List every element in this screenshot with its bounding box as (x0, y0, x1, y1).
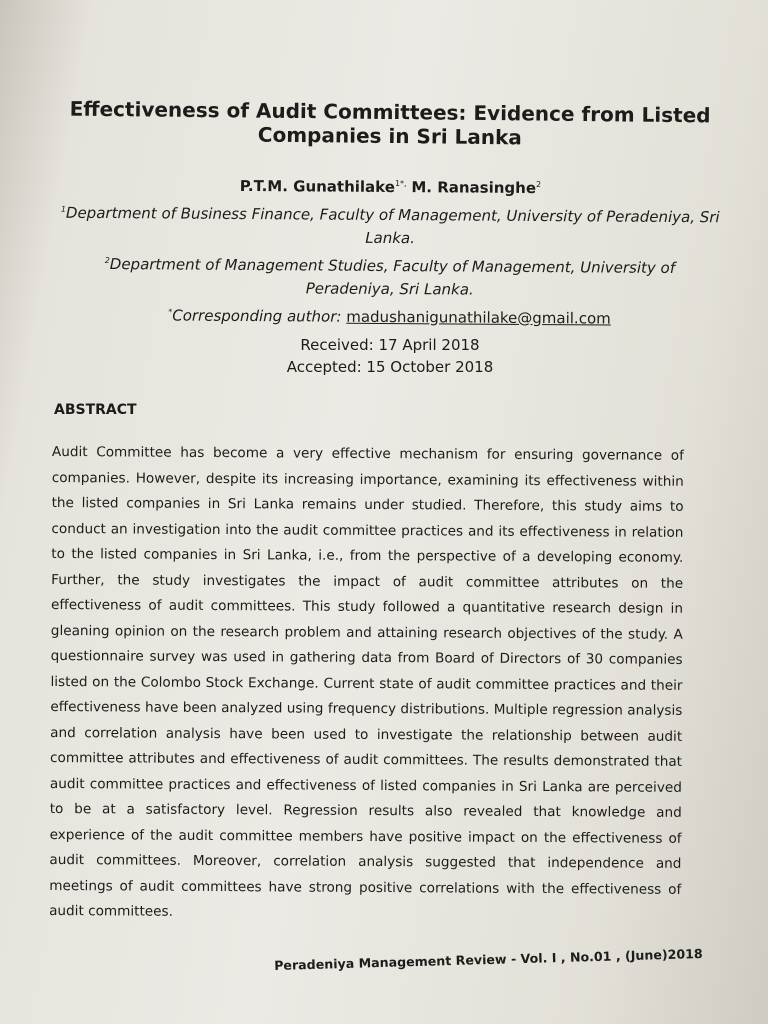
affiliation-1-superscript: 1 (60, 204, 67, 214)
date-block (60, 334, 720, 378)
received-date: Received: 17 April 2018 (300, 336, 480, 354)
abstract-text: Audit Committee has become a very effective mechanism for ensuring governance of companies. However, despite its increasing importance, examining its effectiveness within the listed companies in Sri Lanka remains under studied. Therefore, this study aims to conduct an investigation into the audit committee practices and its effectiveness in relation to the listed companies in Sri Lanka, i.e., from the perspective of a developing economy. Further, the study investigates the impact of audit committee attributes on the effectiveness of audit committees. This study followed a quantitative research design in gleaning opinion on the research problem and attaining research objectives of the study. A questionnaire survey was used in gathering data from Board of Directors of 30 companies listed on the Colombo Stock Exchange. Current state of audit committee practices and their effectiveness have been analyzed using frequency distributions. Multiple regression analysis and correlation analysis have been used to investigate the relationship between audit committee attributes and effectiveness of audit committees. The results demonstrated that audit committee practices and effectiveness of listed companies in Sri Lanka are perceived to be at a satisfactory level. Regression results also revealed that knowledge and experience of the audit committee members have positive impact on the effectiveness of audit committees. Moreover, correlation analysis suggested that independence and meetings of audit committees have strong positive correlations with the effectiveness of audit committees. (49, 443, 684, 920)
corresponding-label: Corresponding author: (172, 305, 342, 326)
affiliation-1 (60, 197, 720, 253)
author-block (59, 170, 720, 332)
author-2-superscript: 2 (536, 180, 542, 190)
journal-footer: Peradeniya Management Review - Vol. I , No.01 , (June)2018 (274, 946, 703, 973)
abstract-heading: ABSTRACT (54, 402, 137, 418)
affiliation-1-text: Department of Business Finance, Faculty of Management, University of Peradeniya, Sri Lanka. (65, 203, 720, 248)
author-1-superscript: 1*, (394, 179, 407, 189)
corresponding-email-link[interactable]: madushanigunathilake@gmail.com (346, 307, 611, 328)
affiliation-2-superscript: 2 (104, 255, 110, 265)
affiliation-2-text: Department of Management Studies, Faculty of Management, University of Peradeniya, Sri Lanka. (109, 254, 676, 299)
author-name-1: P.T.M. Gunathilake (239, 176, 396, 197)
affiliation-2 (60, 248, 720, 304)
author-name-2: M. Ranasinghe (411, 178, 537, 198)
accepted-date: Accepted: 15 October 2018 (286, 358, 494, 376)
corresponding-superscript: * (168, 306, 173, 316)
corresponding-author (59, 299, 719, 331)
paper-title: Effectiveness of Audit Committees: Evidence from Listed Companies in Sri Lanka (69, 96, 711, 150)
